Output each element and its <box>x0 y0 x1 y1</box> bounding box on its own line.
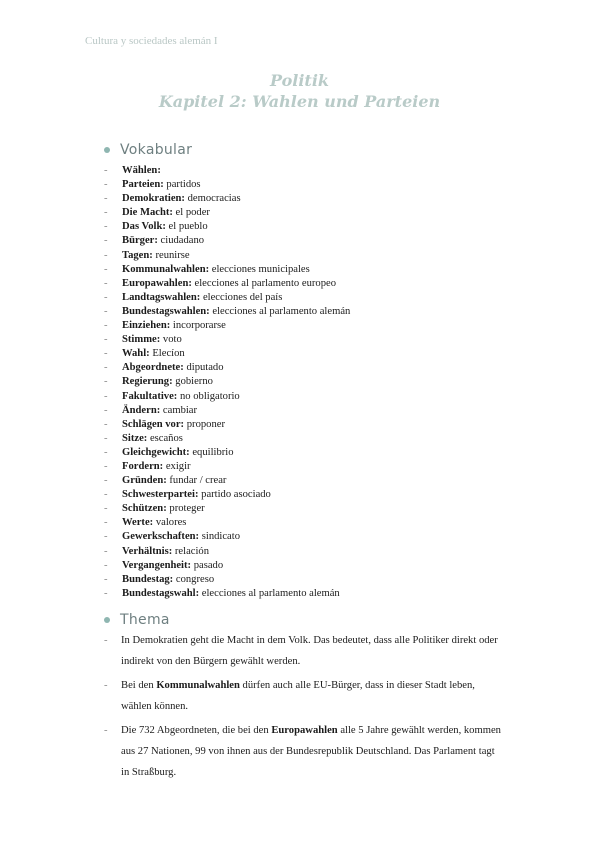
vocab-item <box>104 220 350 234</box>
vocab-translation: elecciones al parlamento alemán <box>201 587 340 599</box>
vocab-term: Abgeordnete: <box>122 362 184 374</box>
title-subtitle: Kapitel 2: Wahlen und Parteien <box>158 92 441 111</box>
vocab-item <box>104 432 350 446</box>
vocab-translation: gobierno <box>175 376 213 388</box>
dash-bullet: - <box>104 460 108 472</box>
vocab-term: Die Macht: <box>122 207 173 219</box>
vocab-term: Verhältnis: <box>122 545 173 557</box>
theme-heading <box>104 612 170 628</box>
vocab-item <box>104 305 350 319</box>
vocab-item <box>104 375 350 389</box>
theme-text-part: In Demokratien geht die Macht in dem Volk. Das bedeutet, dass alle Politiker direkt oder indirekt von den Bürgern gewählt werden. <box>121 635 498 667</box>
vocab-item <box>104 474 350 488</box>
vocab-term: Schützen: <box>122 503 167 515</box>
theme-item <box>104 675 504 717</box>
theme-text-part: dürfen auch alle EU-Bürger, dass in dieser Stadt leben, wählen können. <box>121 680 475 712</box>
vocab-translation: no obligatorio <box>179 390 240 402</box>
vocab-term: Bundestagswahl: <box>122 587 200 599</box>
vocab-term: Landtagswahlen: <box>122 291 201 303</box>
vocab-translation: fundar / crear <box>169 475 227 487</box>
vocab-item <box>104 249 350 263</box>
dash-bullet: - <box>104 503 108 515</box>
vocab-term: Fakultative: <box>122 390 178 402</box>
dash-bullet: - <box>104 263 108 275</box>
dash-bullet: - <box>104 179 108 191</box>
dash-bullet: - <box>104 334 108 346</box>
theme-text-part: Bei den <box>121 680 157 691</box>
vocab-term: Europawahlen: <box>122 277 192 289</box>
vocab-term: Werte: <box>122 517 154 529</box>
vocab-item <box>104 573 350 587</box>
dash-bullet: - <box>104 221 108 233</box>
vocab-translation: democracias <box>187 193 241 205</box>
vocab-translation: exigir <box>165 460 191 472</box>
dash-bullet: - <box>104 193 108 205</box>
dash-bullet: - <box>104 348 108 360</box>
vocab-term: Parteien: <box>122 179 164 191</box>
vocab-term: Ändern: <box>122 404 161 416</box>
vocab-translation: congreso <box>175 573 215 585</box>
vocab-item <box>104 404 350 418</box>
vocab-item <box>104 488 350 502</box>
dash-bullet: - <box>104 573 108 585</box>
vocab-item <box>104 291 350 305</box>
dash-bullet: - <box>104 517 108 529</box>
vocab-item <box>104 502 350 516</box>
vocab-term: Schwesterpartei: <box>122 489 199 501</box>
vocab-translation: elecciones del país <box>202 291 283 303</box>
theme-keyword: Europawahlen <box>271 725 338 736</box>
vocab-term: Regierung: <box>122 376 173 388</box>
dash-bullet: - <box>104 404 108 416</box>
vocab-translation: Elecíon <box>152 348 185 360</box>
dash-bullet: - <box>104 725 108 736</box>
dash-bullet: - <box>104 277 108 289</box>
theme-keyword: Kommunalwahlen <box>156 680 240 691</box>
dash-bullet: - <box>104 376 108 388</box>
dash-bullet: - <box>104 291 108 303</box>
dash-bullet: - <box>104 362 108 374</box>
theme-text-part: Die 732 Abgeordneten, die bei den <box>121 725 272 736</box>
vocab-translation: elecciones al parlamento alemán <box>212 305 351 317</box>
vocab-item <box>104 418 350 432</box>
vocab-term: Bundestagswahlen: <box>122 305 210 317</box>
dash-bullet: - <box>104 207 108 219</box>
vocab-item <box>104 516 350 530</box>
theme-item <box>104 720 504 783</box>
vocab-translation: valores <box>155 517 187 529</box>
vocab-translation: partido asociado <box>201 489 271 501</box>
dash-bullet: - <box>104 446 108 458</box>
vocab-term: Einziehen: <box>122 320 171 332</box>
vocab-item <box>104 587 350 601</box>
vocab-item <box>104 361 350 375</box>
vocab-item <box>104 390 350 404</box>
vocab-item <box>104 319 350 333</box>
vocab-translation: pasado <box>193 559 224 571</box>
dash-bullet: - <box>104 531 108 543</box>
course-header: Cultura y sociedades alemán I <box>85 35 218 47</box>
vocab-item <box>104 192 350 206</box>
vocab-item <box>104 545 350 559</box>
vocab-item <box>104 559 350 573</box>
vocab-translation: ciudadano <box>160 235 205 247</box>
vocab-translation: equilibrio <box>192 446 234 458</box>
vocab-item <box>104 164 350 178</box>
vocab-term: Fordern: <box>122 460 164 472</box>
theme-text <box>121 675 504 717</box>
vocab-item <box>104 446 350 460</box>
vocab-translation: relación <box>174 545 210 557</box>
vocab-translation: sindicato <box>201 531 240 543</box>
dash-bullet: - <box>104 249 108 261</box>
theme-text-part: alle 5 Jahre gewählt werden, kommen aus 27 Nationen, 99 von ihnen aus der Bundesrepublik Deutschland. Das Parlament tagt in Straßburg. <box>121 725 501 778</box>
vocab-term: Gründen: <box>122 475 167 487</box>
theme-item <box>104 630 504 672</box>
vocab-term: Tagen: <box>122 249 153 261</box>
vocab-item <box>104 263 350 277</box>
vocab-term: Bürger: <box>122 235 158 247</box>
dash-bullet: - <box>104 475 108 487</box>
vocab-item <box>104 178 350 192</box>
vocab-term: Wahl: <box>122 348 150 360</box>
document-title <box>0 71 599 111</box>
vocab-term: Kommunalwahlen: <box>122 263 210 275</box>
dash-bullet: - <box>104 680 108 691</box>
bullet-icon <box>104 617 110 623</box>
vocab-term: Gewerkschaften: <box>122 531 200 543</box>
vocab-translation: elecciones municipales <box>211 263 310 275</box>
vocab-translation: incorporarse <box>172 320 226 332</box>
vocab-translation: el pueblo <box>168 221 208 233</box>
vocab-item <box>104 234 350 248</box>
vocab-item <box>104 530 350 544</box>
vocab-translation: diputado <box>186 362 224 374</box>
vocab-heading <box>104 142 192 158</box>
vocab-term: Schlägen vor: <box>122 418 185 430</box>
dash-bullet: - <box>104 559 108 571</box>
vocab-term: Stimme: <box>122 334 161 346</box>
vocab-term: Demokratien: <box>122 193 185 205</box>
vocab-translation: cambiar <box>162 404 198 416</box>
vocab-term: Sitze: <box>122 432 148 444</box>
dash-bullet: - <box>104 418 108 430</box>
dash-bullet: - <box>104 635 108 646</box>
vocab-heading-label: Vokabular <box>120 142 193 158</box>
theme-list <box>104 630 504 786</box>
vocab-item <box>104 347 350 361</box>
vocab-translation: reunirse <box>155 249 190 261</box>
vocab-translation: proteger <box>169 503 205 515</box>
bullet-icon <box>104 147 110 153</box>
vocab-translation: escaños <box>149 432 183 444</box>
vocab-translation: elecciones al parlamento europeo <box>194 277 336 289</box>
vocab-item <box>104 277 350 291</box>
theme-heading-label: Thema <box>120 612 170 628</box>
vocab-term: Das Volk: <box>122 221 166 233</box>
dash-bullet: - <box>104 235 108 247</box>
dash-bullet: - <box>104 305 108 317</box>
dash-bullet: - <box>104 390 108 402</box>
dash-bullet: - <box>104 432 108 444</box>
title-main: Politik <box>270 71 329 90</box>
vocab-translation: proponer <box>186 418 225 430</box>
vocab-term: Gleichgewicht: <box>122 446 190 458</box>
dash-bullet: - <box>104 320 108 332</box>
dash-bullet: - <box>104 165 108 176</box>
vocab-item <box>104 333 350 347</box>
vocab-translation: voto <box>162 334 182 346</box>
vocab-term: Wählen: <box>122 165 161 176</box>
vocab-item <box>104 460 350 474</box>
vocab-item <box>104 206 350 220</box>
vocab-translation: el poder <box>175 207 210 219</box>
vocab-term: Vergangenheit: <box>122 559 192 571</box>
vocab-translation: partidos <box>166 179 201 191</box>
dash-bullet: - <box>104 587 108 599</box>
dash-bullet: - <box>104 489 108 501</box>
vocab-list <box>104 164 350 601</box>
theme-text <box>121 630 504 672</box>
theme-text <box>121 720 504 783</box>
vocab-term: Bundestag: <box>122 573 174 585</box>
dash-bullet: - <box>104 545 108 557</box>
